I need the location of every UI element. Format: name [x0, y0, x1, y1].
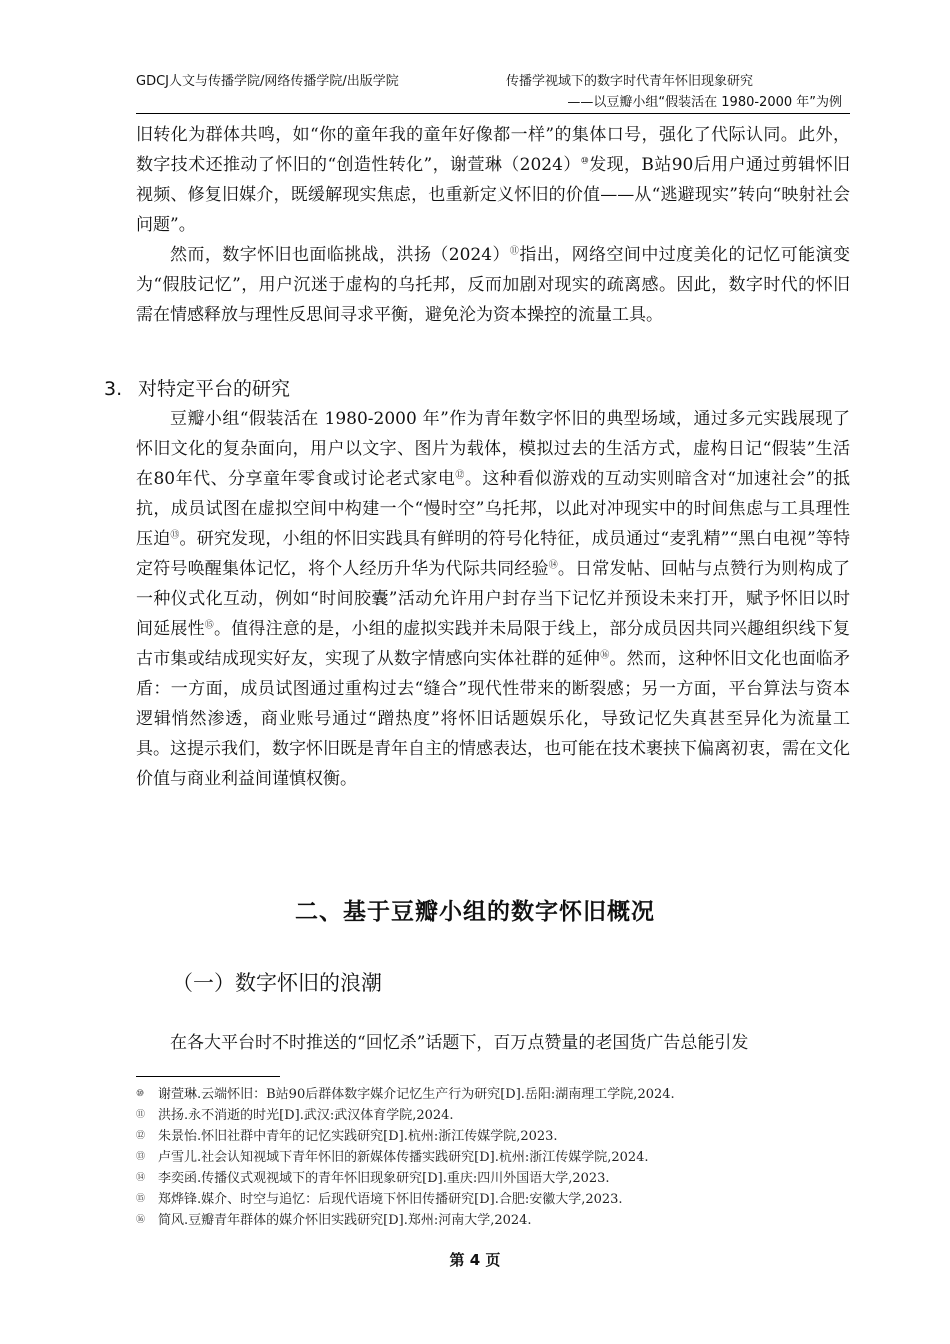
header-institution: GDCJ人文与传播学院/网络传播学院/出版学院	[136, 74, 399, 89]
footnote-text: 洪扬.永不消逝的时光[D].武汉:武汉体育学院,2024.	[158, 1108, 454, 1123]
footnote-mark: ⑪	[136, 1110, 146, 1120]
body-text-section3	[136, 404, 850, 794]
footnote-text: 简风.豆瓣青年群体的媒介怀旧实践研究[D].郑州:河南大学,2024.	[158, 1213, 532, 1228]
footnote-ref-15[interactable]: ⑮	[204, 620, 214, 631]
paragraph-3-text-d: 。日常发帖、回帖与点赞行为则构成了一种仪式化互动，例如“时间胶囊”活动允许用户封存当下记忆并预设未来打开，赋予怀旧以时间延展性	[136, 559, 851, 639]
paragraph-3-text-f: 。然而，这种怀旧文化也面临矛盾：一方面，成员试图通过重构过去“缝合”现代性带来的断裂感；另一方面，平台算法与资本逻辑悄然渗透，商业账号通过“蹭热度”将怀旧话题娱乐化，导致记忆失真甚至异化为流量工具。这提示我们，数字怀旧既是青年自主的情感表达，也可能在技术裹挟下偏离初衷，需在文化价值与商业利益间谨慎权衡。	[136, 649, 850, 789]
body-text-lower	[136, 1028, 850, 1058]
footnote-item	[136, 1105, 675, 1126]
footnote-text: 谢萱琳.云端怀旧：B站90后群体数字媒介记忆生产行为研究[D].岳阳:湖南理工学院,2024.	[158, 1087, 675, 1102]
footnote-item	[136, 1147, 675, 1168]
footnote-item	[136, 1189, 675, 1210]
footnote-mark: ⑬	[136, 1152, 146, 1162]
footnote-item	[136, 1168, 675, 1189]
footnote-mark: ⑮	[136, 1194, 146, 1204]
footnote-text: 郑烨锋.媒介、时空与追忆：后现代语境下怀旧传播研究[D].合肥:安徽大学,2023.	[158, 1192, 623, 1207]
chapter-heading: 二、基于豆瓣小组的数字怀旧概况	[295, 899, 655, 925]
paragraph-1-text-a: 旧转化为群体共鸣，如“你的童年我的童年好像都一样”的集体口号，强化了代际认同。此外，数字技术还推动了怀旧的“创造性转化”，谢萱琳（2024）	[136, 125, 850, 175]
section-heading-3	[104, 374, 290, 401]
footnote-item	[136, 1084, 675, 1105]
body-text-upper	[136, 120, 850, 330]
paragraph-1	[136, 120, 850, 240]
footnotes	[136, 1084, 675, 1231]
paragraph-3-text-c: 。研究发现，小组的怀旧实践具有鲜明的符号化特征，成员通过“麦乳精”“黑白电视”等特定符号唤醒集体记忆，将个人经历升华为代际共同经验	[136, 529, 850, 579]
paragraph-3-text-b: 。这种看似游戏的互动实则暗含对“加速社会”的抵抗，成员试图在虚拟空间中构建一个“慢时空”乌托邦，以此对冲现实中的时间焦虑与工具理性压迫	[136, 469, 850, 549]
footnote-ref-10[interactable]: ⑩	[580, 156, 590, 167]
paragraph-1-text-b: 发现，B站90后用户通过剪辑怀旧视频、修复旧媒介，既缓解现实焦虑，也重新定义怀旧的价值——从“逃避现实”转向“映射社会问题”。	[136, 155, 850, 235]
footnote-ref-13[interactable]: ⑬	[170, 530, 180, 541]
header-thesis-title: 传播学视域下的数字时代青年怀旧现象研究	[506, 74, 754, 89]
paragraph-3	[136, 404, 850, 794]
footnote-mark: ⑩	[136, 1089, 145, 1099]
footnote-ref-12[interactable]: ⑫	[455, 470, 465, 481]
header-thesis-subtitle: ——以豆瓣小组“假装活在 1980-2000 年”为例	[567, 95, 842, 110]
footnote-mark: ⑫	[136, 1131, 146, 1141]
paragraph-2-text-a: 然而，数字怀旧也面临挑战，洪扬（2024）	[170, 245, 510, 265]
subsection-heading: （一）数字怀旧的浪潮	[172, 971, 382, 995]
footnote-mark: ⑭	[136, 1173, 146, 1183]
footnote-text: 朱景怡.怀旧社群中青年的记忆实践研究[D].杭州:浙江传媒学院,2023.	[158, 1129, 558, 1144]
section-number: 3.	[104, 378, 123, 400]
paragraph-3-text-a: 豆瓣小组“假装活在 1980-2000 年”作为青年数字怀旧的典型场域，通过多元实践展现了怀旧文化的复杂面向，用户以文字、图片为载体，模拟过去的生活方式，虚构日记“假装”生活在80年代、分享童年零食或讨论老式家电	[136, 409, 850, 489]
footnote-text: 李奕函.传播仪式观视域下的青年怀旧现象研究[D].重庆:四川外国语大学,2023.	[158, 1171, 610, 1186]
footnote-item	[136, 1210, 675, 1231]
footnote-ref-14[interactable]: ⑭	[548, 560, 558, 571]
footnote-ref-16[interactable]: ⑯	[600, 650, 610, 661]
paragraph-4: 在各大平台时不时推送的“回忆杀”话题下，百万点赞量的老国货广告总能引发	[170, 1033, 749, 1053]
paragraph-3-text-e: 。值得注意的是，小组的虚拟实践并未局限于线上，部分成员因共同兴趣组织线下复古市集或结成现实好友，实现了从数字情感向实体社群的延伸	[136, 619, 850, 669]
section-title: 对特定平台的研究	[138, 378, 291, 400]
page-number: 第 4 页	[449, 1251, 501, 1269]
paragraph-2	[136, 240, 850, 330]
footnote-ref-11[interactable]: ⑪	[509, 246, 520, 257]
footnote-separator	[136, 1076, 280, 1077]
footnote-item	[136, 1126, 675, 1147]
paragraph-2-text-b: 指出，网络空间中过度美化的记忆可能演变为“假肢记忆”，用户沉迷于虚构的乌托邦，反而加剧对现实的疏离感。因此，数字时代的怀旧需在情感释放与理性反思间寻求平衡，避免沦为资本操控的流量工具。	[136, 245, 851, 325]
footnote-text: 卢雪儿.社会认知视域下青年怀旧的新媒体传播实践研究[D].杭州:浙江传媒学院,2024.	[158, 1150, 649, 1165]
footnote-mark: ⑯	[136, 1215, 146, 1225]
header-rule	[136, 113, 850, 114]
